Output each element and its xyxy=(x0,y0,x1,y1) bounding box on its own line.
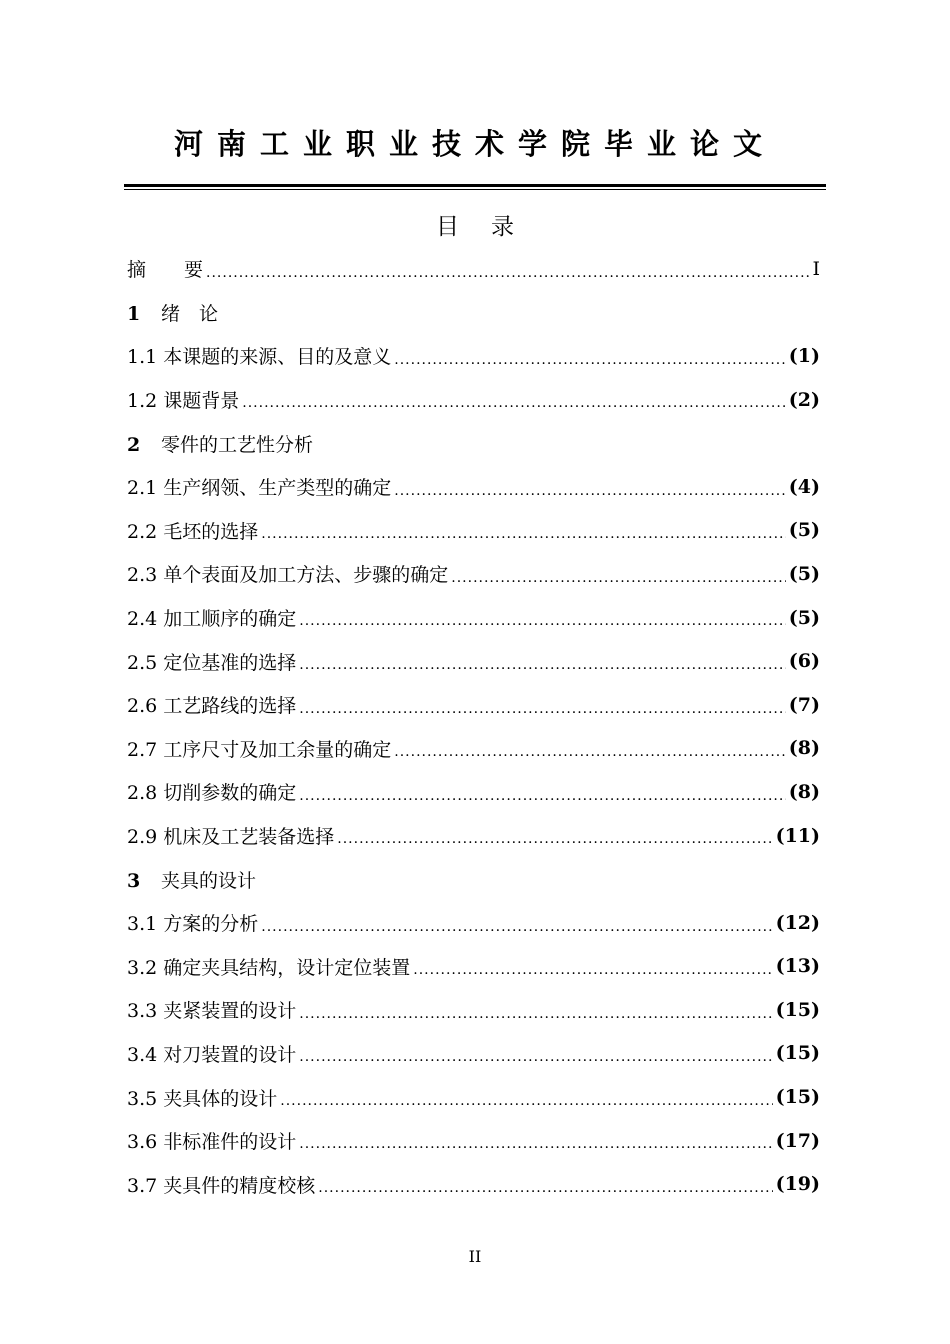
toc-dot-leader xyxy=(280,1094,772,1119)
toc-page-number: (12) xyxy=(775,911,820,934)
toc-section-title: 绪 论 xyxy=(161,302,219,325)
toc-entry-label: 3.1 方案的分析 xyxy=(127,913,259,936)
toc-entry-label: 2.4 加工顺序的确定 xyxy=(127,608,297,631)
toc-dot-leader xyxy=(299,658,786,683)
toc-page-number: (5) xyxy=(788,606,820,629)
toc-section-heading[interactable] xyxy=(127,291,820,335)
toc-entry-label: 2.1 生产纲领、生产类型的确定 xyxy=(127,477,392,500)
toc-entry-label: 3.6 非标准件的设计 xyxy=(127,1131,297,1154)
toc-section-number: 3 xyxy=(127,869,141,892)
toc-page-number: (8) xyxy=(788,737,820,760)
toc-entry[interactable] xyxy=(127,552,820,596)
toc-page-number: (7) xyxy=(788,693,820,716)
toc-entry-label: 2.6 工艺路线的选择 xyxy=(127,695,297,718)
toc-entry-label: 3.7 夹具件的精度校核 xyxy=(127,1174,316,1197)
toc-entry-label: 1.1 本课题的来源、目的及意义 xyxy=(127,346,392,369)
toc-entry[interactable] xyxy=(127,901,820,945)
toc-dot-leader xyxy=(261,527,786,552)
toc-entry-label: 3.3 夹紧装置的设计 xyxy=(127,1000,297,1023)
thesis-header-title: 河南工业职业技术学院毕业论文 xyxy=(173,127,776,161)
toc-dot-leader xyxy=(451,571,786,596)
toc-entry[interactable] xyxy=(127,465,820,509)
toc-page-number: (5) xyxy=(788,562,820,585)
toc-entry[interactable] xyxy=(127,378,820,422)
toc-entry-label: 3.5 夹具体的设计 xyxy=(127,1087,278,1110)
toc-section-label xyxy=(127,430,313,457)
toc-entry[interactable] xyxy=(127,509,820,553)
toc-entry-label: 2.9 机床及工艺装备选择 xyxy=(127,826,335,849)
footer-page-number: II xyxy=(468,1247,482,1266)
toc-section-number: 2 xyxy=(127,433,141,456)
toc-entry-label: 3.4 对刀装置的设计 xyxy=(127,1043,297,1066)
toc-entry-label: 2.3 单个表面及加工方法、步骤的确定 xyxy=(127,564,449,587)
table-of-contents xyxy=(127,247,820,1206)
header-rule-thick xyxy=(124,184,826,187)
toc-page-number: I xyxy=(812,257,820,280)
toc-entry[interactable] xyxy=(127,988,820,1032)
toc-page-number: (8) xyxy=(788,780,820,803)
toc-dot-leader xyxy=(394,484,786,509)
toc-dot-leader xyxy=(299,614,786,639)
toc-section-heading[interactable] xyxy=(127,421,820,465)
toc-dot-leader xyxy=(299,702,786,727)
toc-entry-label: 1.2 课题背景 xyxy=(127,390,240,413)
toc-entry[interactable] xyxy=(127,639,820,683)
toc-entry[interactable] xyxy=(127,814,820,858)
toc-entry-label: 3.2 确定夹具结构，设计定位装置 xyxy=(127,956,411,979)
toc-page-number: (2) xyxy=(788,388,820,411)
toc-section-title: 零件的工艺性分析 xyxy=(161,433,314,456)
toc-page-number: (4) xyxy=(788,475,820,498)
toc-entry-label: 摘 要 xyxy=(127,259,204,282)
toc-page-number: (13) xyxy=(775,955,820,978)
toc-dot-leader xyxy=(318,1181,772,1206)
toc-page-number: (15) xyxy=(775,998,820,1021)
toc-dot-leader xyxy=(206,266,809,291)
toc-page-number: (15) xyxy=(775,1086,820,1109)
toc-section-number: 1 xyxy=(127,302,141,325)
toc-entry-label: 2.7 工序尺寸及加工余量的确定 xyxy=(127,738,392,761)
toc-entry-label: 2.8 切削参数的确定 xyxy=(127,782,297,805)
toc-entry[interactable] xyxy=(127,945,820,989)
toc-page-number: (11) xyxy=(775,824,820,847)
toc-dot-leader xyxy=(394,353,786,378)
toc-dot-leader xyxy=(299,1007,772,1032)
toc-dot-leader xyxy=(299,789,786,814)
toc-entry[interactable] xyxy=(127,247,820,291)
toc-heading: 目录 xyxy=(436,214,546,240)
toc-entry[interactable] xyxy=(127,727,820,771)
toc-entry[interactable] xyxy=(127,1032,820,1076)
toc-entry[interactable] xyxy=(127,1119,820,1163)
toc-entry[interactable] xyxy=(127,770,820,814)
toc-entry[interactable] xyxy=(127,683,820,727)
toc-page-number: (1) xyxy=(788,344,820,367)
toc-dot-leader xyxy=(242,396,786,421)
toc-entry-label: 2.5 定位基准的选择 xyxy=(127,651,297,674)
toc-entry[interactable] xyxy=(127,1162,820,1206)
toc-dot-leader xyxy=(413,963,772,988)
toc-dot-leader xyxy=(394,745,786,770)
toc-section-title: 夹具的设计 xyxy=(161,869,257,892)
toc-page-number: (19) xyxy=(775,1173,820,1196)
toc-entry[interactable] xyxy=(127,596,820,640)
toc-page-number: (15) xyxy=(775,1042,820,1065)
toc-page-number: (6) xyxy=(788,650,820,673)
toc-entry[interactable] xyxy=(127,334,820,378)
toc-dot-leader xyxy=(337,832,772,857)
toc-section-label xyxy=(127,866,256,893)
toc-page-number: (5) xyxy=(788,519,820,542)
toc-dot-leader xyxy=(261,920,772,945)
toc-section-label xyxy=(127,299,218,326)
header-rule-thin xyxy=(124,189,826,190)
toc-entry[interactable] xyxy=(127,1075,820,1119)
toc-section-heading[interactable] xyxy=(127,857,820,901)
toc-dot-leader xyxy=(299,1137,772,1162)
toc-entry-label: 2.2 毛坯的选择 xyxy=(127,520,259,543)
toc-page-number: (17) xyxy=(775,1129,820,1152)
toc-dot-leader xyxy=(299,1050,772,1075)
